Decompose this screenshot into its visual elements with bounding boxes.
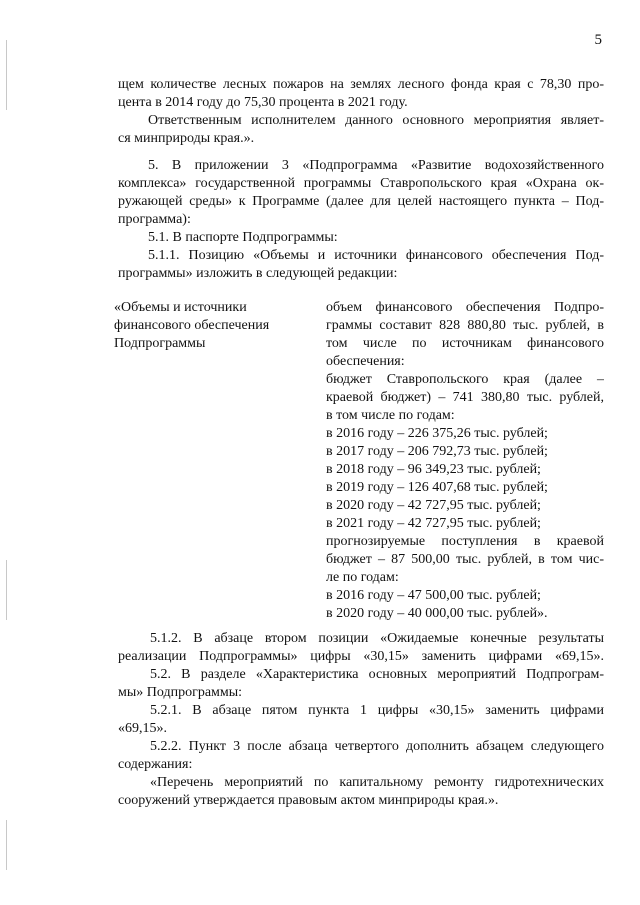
scan-edge-mark: [6, 820, 7, 870]
text-line: реализации Подпрограммы» цифры «30,15» заменить цифрами «69,15».: [118, 649, 604, 664]
text-line: «Перечень мероприятий по капитальному ремонту гидротехнических: [150, 775, 604, 790]
text-line: Ответственным исполнителем данного основного мероприятия являет-: [148, 113, 604, 128]
table-right-line: в 2019 году – 126 407,68 тыс. рублей;: [326, 480, 548, 495]
table-left-cell: финансового обеспечения: [114, 318, 270, 333]
text-line: цента в 2014 году до 75,30 процента в 2021 году.: [118, 95, 408, 110]
text-line: программа):: [118, 212, 191, 227]
text-line: «69,15».: [118, 721, 167, 736]
table-right-line: бюджет Ставропольского края (далее –: [326, 372, 604, 387]
table-right-line: в 2020 году – 40 000,00 тыс. рублей».: [326, 606, 548, 621]
table-right-line: бюджет – 87 500,00 тыс. рублей, в том чис-: [326, 552, 604, 567]
table-right-line: в 2016 году – 226 375,26 тыс. рублей;: [326, 426, 548, 441]
table-left-cell: Подпрограммы: [114, 336, 206, 351]
text-line: 5.2.2. Пункт 3 после абзаца четвертого дополнить абзацем следующего: [150, 739, 604, 754]
text-line: сооружений утверждается правовым актом минприроды края.».: [118, 793, 499, 808]
table-right-line: объем финансового обеспечения Подпро-: [326, 300, 604, 315]
table-right-line: том числе по источникам финансового: [326, 336, 604, 351]
text-line: содержания:: [118, 757, 193, 772]
text-line: щем количестве лесных пожаров на землях лесного фонда края с 78,30 про-: [118, 77, 604, 92]
text-line: 5. В приложении 3 «Подпрограмма «Развитие водохозяйственного: [148, 158, 604, 173]
text-line: 5.2.1. В абзаце пятом пункта 1 цифры «30,15» заменить цифрами: [150, 703, 604, 718]
page-number: 5: [594, 32, 602, 48]
text-line: 5.1.1. Позицию «Объемы и источники финансового обеспечения Под-: [148, 248, 604, 263]
table-right-line: в том числе по годам:: [326, 408, 455, 423]
text-line: мы» Подпрограммы:: [118, 685, 243, 700]
text-line: 5.1. В паспорте Подпрограммы:: [148, 230, 338, 245]
scan-edge-mark: [6, 40, 7, 110]
text-line: программы» изложить в следующей редакции:: [118, 266, 398, 281]
table-right-line: ле по годам:: [326, 570, 399, 585]
table-right-line: в 2021 году – 42 727,95 тыс. рублей;: [326, 516, 541, 531]
table-right-line: обеспечения:: [326, 354, 405, 369]
table-right-line: граммы составит 828 880,80 тыс. рублей, в: [326, 318, 604, 333]
scan-edge-mark: [6, 560, 7, 620]
table-right-line: в 2020 году – 42 727,95 тыс. рублей;: [326, 498, 541, 513]
table-left-cell: «Объемы и источники: [114, 300, 247, 315]
table-right-line: краевой бюджет) – 741 380,80 тыс. рублей,: [326, 390, 604, 405]
table-right-line: в 2017 году – 206 792,73 тыс. рублей;: [326, 444, 548, 459]
table-right-line: прогнозируемые поступления в краевой: [326, 534, 604, 549]
table-right-line: в 2016 году – 47 500,00 тыс. рублей;: [326, 588, 541, 603]
text-line: комплекса» государственной программы Ставропольского края «Охрана ок-: [118, 176, 604, 191]
text-line: ся минприроды края.».: [118, 131, 255, 146]
text-line: ружающей среды» к Программе (далее для целей настоящего пункта – Под-: [118, 194, 604, 209]
text-line: 5.1.2. В абзаце втором позиции «Ожидаемые конечные результаты: [150, 631, 604, 646]
text-line: 5.2. В разделе «Характеристика основных мероприятий Подпрограм-: [150, 667, 604, 682]
table-right-line: в 2018 году – 96 349,23 тыс. рублей;: [326, 462, 541, 477]
